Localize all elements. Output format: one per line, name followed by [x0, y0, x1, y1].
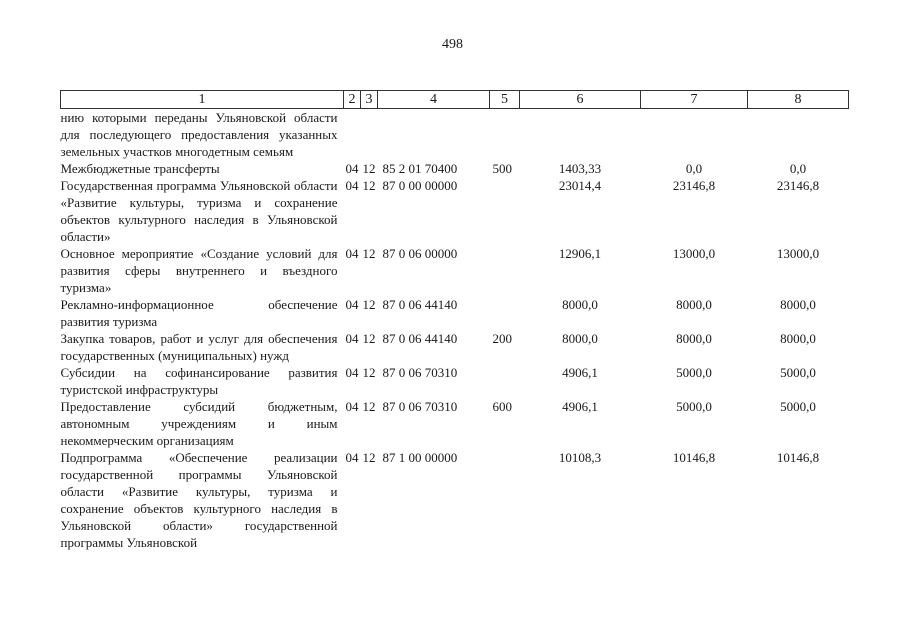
expense-type — [490, 364, 520, 398]
column-header: 7 — [641, 91, 748, 109]
amount-col8: 5000,0 — [780, 365, 816, 380]
amount-col8 — [748, 109, 849, 161]
amount-col8: 0,0 — [789, 161, 807, 176]
expense-type — [490, 296, 520, 330]
subsection-code: 12 — [362, 297, 376, 312]
amount-col8: 8000,0 — [780, 331, 816, 346]
target-code: 87 0 06 70310 — [382, 365, 458, 380]
expense-type — [490, 177, 520, 245]
table-row — [61, 160, 849, 177]
subsection-code: 12 — [362, 399, 376, 414]
section-code: 04 — [345, 178, 359, 193]
amount-col8: 13000,0 — [776, 246, 820, 261]
table-row — [61, 330, 849, 364]
section-code: 04 — [345, 161, 359, 176]
table-row — [61, 364, 849, 398]
item-name: Предоставление субсидий бюджетным, автономным учреждениям и иным некоммерческим организациям — [60, 399, 338, 448]
section-code: 04 — [345, 399, 359, 414]
amount-col6: 8000,0 — [562, 331, 598, 346]
amount-col6 — [520, 109, 641, 161]
section-code: 04 — [345, 297, 359, 312]
item-name: нию которыми переданы Ульяновской области для последующего предоставления указанных земельных участков многодетным семьям — [60, 110, 338, 159]
item-name: Закупка товаров, работ и услуг для обеспечения государственных (муниципальных) нужд — [60, 331, 338, 363]
target-code: 85 2 01 70400 — [382, 161, 458, 176]
amount-col8: 8000,0 — [780, 297, 816, 312]
target-code — [378, 109, 490, 161]
target-code: 87 0 00 00000 — [382, 178, 458, 193]
amount-col8: 23146,8 — [776, 178, 820, 193]
header-row — [61, 91, 849, 109]
amount-col7: 8000,0 — [676, 331, 712, 346]
item-name: Основное мероприятие «Создание условий для развития сферы внутреннего и въездного туризма» — [60, 246, 338, 295]
item-name: Государственная программа Ульяновской области «Развитие культуры, туризма и сохранение объектов культурного наследия в Ульяновской области» — [60, 178, 338, 244]
expense-type — [490, 449, 520, 551]
amount-col6: 4906,1 — [562, 365, 598, 380]
subsection-code: 12 — [362, 331, 376, 346]
expense-type: 600 — [492, 399, 512, 414]
amount-col8: 5000,0 — [780, 399, 816, 414]
target-code: 87 0 06 44140 — [382, 297, 458, 312]
item-name: Рекламно-информационное обеспечение развития туризма — [60, 297, 338, 329]
subsection-code: 12 — [362, 178, 376, 193]
column-header: 1 — [61, 91, 344, 109]
target-code: 87 1 00 00000 — [382, 450, 458, 465]
budget-table — [60, 90, 849, 551]
column-header: 3 — [361, 91, 378, 109]
page-number: 498 — [442, 37, 463, 52]
column-header: 2 — [344, 91, 361, 109]
column-header: 6 — [520, 91, 641, 109]
table-row — [61, 109, 849, 161]
column-header: 4 — [378, 91, 490, 109]
subsection-code: 12 — [362, 450, 376, 465]
expense-type — [490, 109, 520, 161]
amount-col8: 10146,8 — [776, 450, 820, 465]
column-header: 8 — [748, 91, 849, 109]
column-header: 5 — [490, 91, 520, 109]
subsection-code: 12 — [362, 365, 376, 380]
amount-col6: 1403,33 — [558, 161, 602, 176]
section-code: 04 — [345, 365, 359, 380]
expense-type: 500 — [492, 161, 512, 176]
section-code — [344, 109, 361, 161]
amount-col7: 10146,8 — [672, 450, 716, 465]
amount-col7: 0,0 — [685, 161, 703, 176]
subsection-code: 12 — [362, 246, 376, 261]
table-row — [61, 245, 849, 296]
amount-col7: 13000,0 — [672, 246, 716, 261]
item-name: Межбюджетные трансферты — [60, 161, 220, 176]
amount-col6: 23014,4 — [558, 178, 602, 193]
amount-col6: 8000,0 — [562, 297, 598, 312]
item-name: Субсидии на софинансирование развития туристской инфраструктуры — [60, 365, 338, 397]
subsection-code: 12 — [362, 161, 376, 176]
amount-col6: 10108,3 — [558, 450, 602, 465]
amount-col7: 23146,8 — [672, 178, 716, 193]
section-code: 04 — [345, 450, 359, 465]
section-code: 04 — [345, 331, 359, 346]
amount-col7 — [641, 109, 748, 161]
section-code: 04 — [345, 246, 359, 261]
item-name: Подпрограмма «Обеспечение реализации государственной программы Ульяновской области «Развитие культуры, туризма и сохранение объектов культурного наследия в Ульяновской области» государственной программы Ульяновской — [60, 450, 338, 550]
amount-col6: 4906,1 — [562, 399, 598, 414]
subsection-code — [361, 109, 378, 161]
target-code: 87 0 06 44140 — [382, 331, 458, 346]
amount-col7: 5000,0 — [676, 365, 712, 380]
expense-type: 200 — [492, 331, 512, 346]
amount-col7: 8000,0 — [676, 297, 712, 312]
expense-type — [490, 245, 520, 296]
target-code: 87 0 06 00000 — [382, 246, 458, 261]
amount-col7: 5000,0 — [676, 399, 712, 414]
table-row — [61, 177, 849, 245]
amount-col6: 12906,1 — [558, 246, 602, 261]
table-row — [61, 449, 849, 551]
table-row — [61, 398, 849, 449]
target-code: 87 0 06 70310 — [382, 399, 458, 414]
table-row — [61, 296, 849, 330]
